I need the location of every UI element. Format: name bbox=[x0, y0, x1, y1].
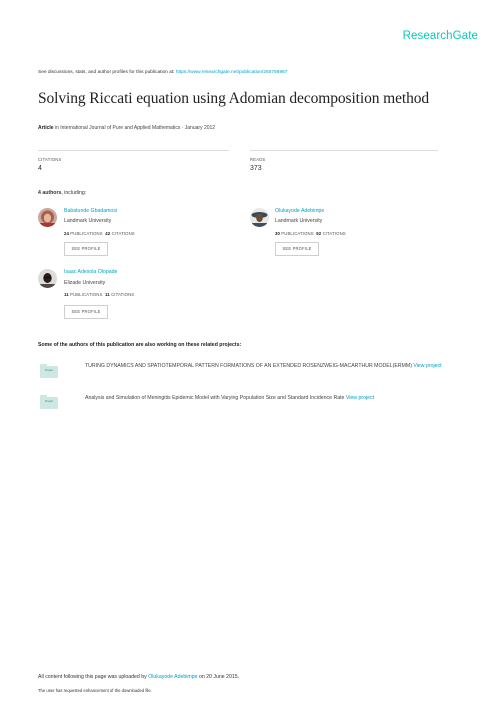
view-project-link-2[interactable]: View project bbox=[345, 395, 375, 401]
see-profile-button-3[interactable]: SEE PROFILE bbox=[64, 305, 108, 319]
author-pub-label: PUBLICATIONS bbox=[70, 231, 103, 236]
discover-line bbox=[38, 70, 287, 75]
upload-suffix: on 20 June 2015. bbox=[197, 674, 240, 680]
upload-footer bbox=[38, 674, 239, 680]
publication-type: Article bbox=[38, 125, 54, 131]
avatar-author-2[interactable] bbox=[250, 208, 269, 227]
avatar-author-1[interactable] bbox=[38, 208, 57, 227]
publication-url-link[interactable]: https://www.researchgate.net/publication/265756987 bbox=[175, 70, 288, 75]
in-word: in bbox=[54, 125, 59, 131]
uploader-link[interactable]: Olukayode Adebimpe bbox=[148, 674, 198, 680]
folder-label: Project bbox=[44, 400, 54, 403]
author-stats-2 bbox=[275, 231, 346, 236]
author-pub-count: 11 bbox=[64, 292, 69, 297]
reads-divider bbox=[250, 150, 438, 151]
view-project-link-1[interactable]: View project bbox=[413, 363, 442, 369]
author-institution-3: Elizade University bbox=[64, 280, 106, 286]
author-name-3[interactable]: Isaac Adesola Olopade bbox=[64, 269, 118, 275]
discover-prefix: See discussions, stats, and author profiles for this publication at: bbox=[38, 70, 176, 75]
journal-name[interactable]: International Journal of Pure and Applied Mathematics bbox=[60, 125, 181, 131]
citations-value: 4 bbox=[38, 165, 42, 172]
project-folder-icon bbox=[40, 397, 58, 409]
author-name-2[interactable]: Olukayode Adebimpe bbox=[275, 208, 325, 214]
author-cit-label: CITATIONS bbox=[111, 231, 135, 236]
project-title-2: Analysis and Simulation of Meningitis Epidemic Model with Varying Population Size and Standard Incidence Rate bbox=[85, 395, 345, 401]
projects-header: Some of the authors of this publication are also working on these related projects: bbox=[38, 342, 242, 348]
see-profile-button-1[interactable]: SEE PROFILE bbox=[64, 242, 108, 256]
authors-header bbox=[38, 190, 86, 196]
publication-title: Solving Riccati equation using Adomian decomposition method bbox=[38, 90, 430, 107]
author-cit-label: CITATIONS bbox=[111, 292, 135, 297]
authors-count: 4 authors bbox=[38, 190, 62, 196]
author-institution-2: Landmark University bbox=[275, 218, 323, 224]
author-stats-3 bbox=[64, 292, 134, 297]
author-pub-count: 30 bbox=[275, 231, 280, 236]
author-cit-count: 42 bbox=[105, 231, 111, 236]
author-photo-icon bbox=[38, 269, 57, 288]
meta-separator: · bbox=[181, 125, 184, 131]
upload-prefix: All content following this page was uploaded by bbox=[38, 674, 149, 680]
author-cit-count: 11 bbox=[105, 292, 110, 297]
project-item-1 bbox=[85, 362, 445, 371]
project-title-1: TURING DYNAMICS AND SPATIOTEMPORAL PATTERN FORMATIONS OF AN EXTENDED ROSENZWEIG-MACARTHUR MODEL(ERMM) bbox=[85, 363, 412, 369]
researchgate-logo[interactable]: ResearchGate bbox=[402, 30, 478, 42]
author-photo-icon bbox=[38, 208, 57, 227]
author-stats-1 bbox=[64, 231, 135, 236]
reads-label: READS bbox=[250, 157, 266, 162]
enhancement-note: The user has requested enhancement of the downloaded file. bbox=[38, 688, 152, 693]
authors-suffix: , including: bbox=[61, 190, 87, 196]
author-cit-count: 92 bbox=[316, 231, 322, 236]
citations-label: CITATIONS bbox=[38, 157, 62, 162]
author-photo-icon bbox=[250, 208, 269, 227]
publication-date: January 2012 bbox=[184, 125, 216, 131]
author-pub-label: PUBLICATIONS bbox=[70, 292, 103, 297]
publication-meta bbox=[38, 125, 215, 131]
project-folder-icon bbox=[40, 366, 58, 378]
author-pub-label: PUBLICATIONS bbox=[281, 231, 314, 236]
author-pub-count: 24 bbox=[64, 231, 69, 236]
avatar-author-3[interactable] bbox=[38, 269, 57, 288]
author-cit-label: CITATIONS bbox=[322, 231, 346, 236]
see-profile-button-2[interactable]: SEE PROFILE bbox=[275, 242, 319, 256]
project-item-2 bbox=[85, 394, 465, 403]
author-institution-1: Landmark University bbox=[64, 218, 112, 224]
reads-value: 373 bbox=[250, 165, 262, 172]
folder-label: Project bbox=[44, 369, 54, 372]
citations-divider bbox=[38, 150, 229, 151]
author-name-1[interactable]: Babatunde Gbadamosi bbox=[64, 208, 118, 214]
